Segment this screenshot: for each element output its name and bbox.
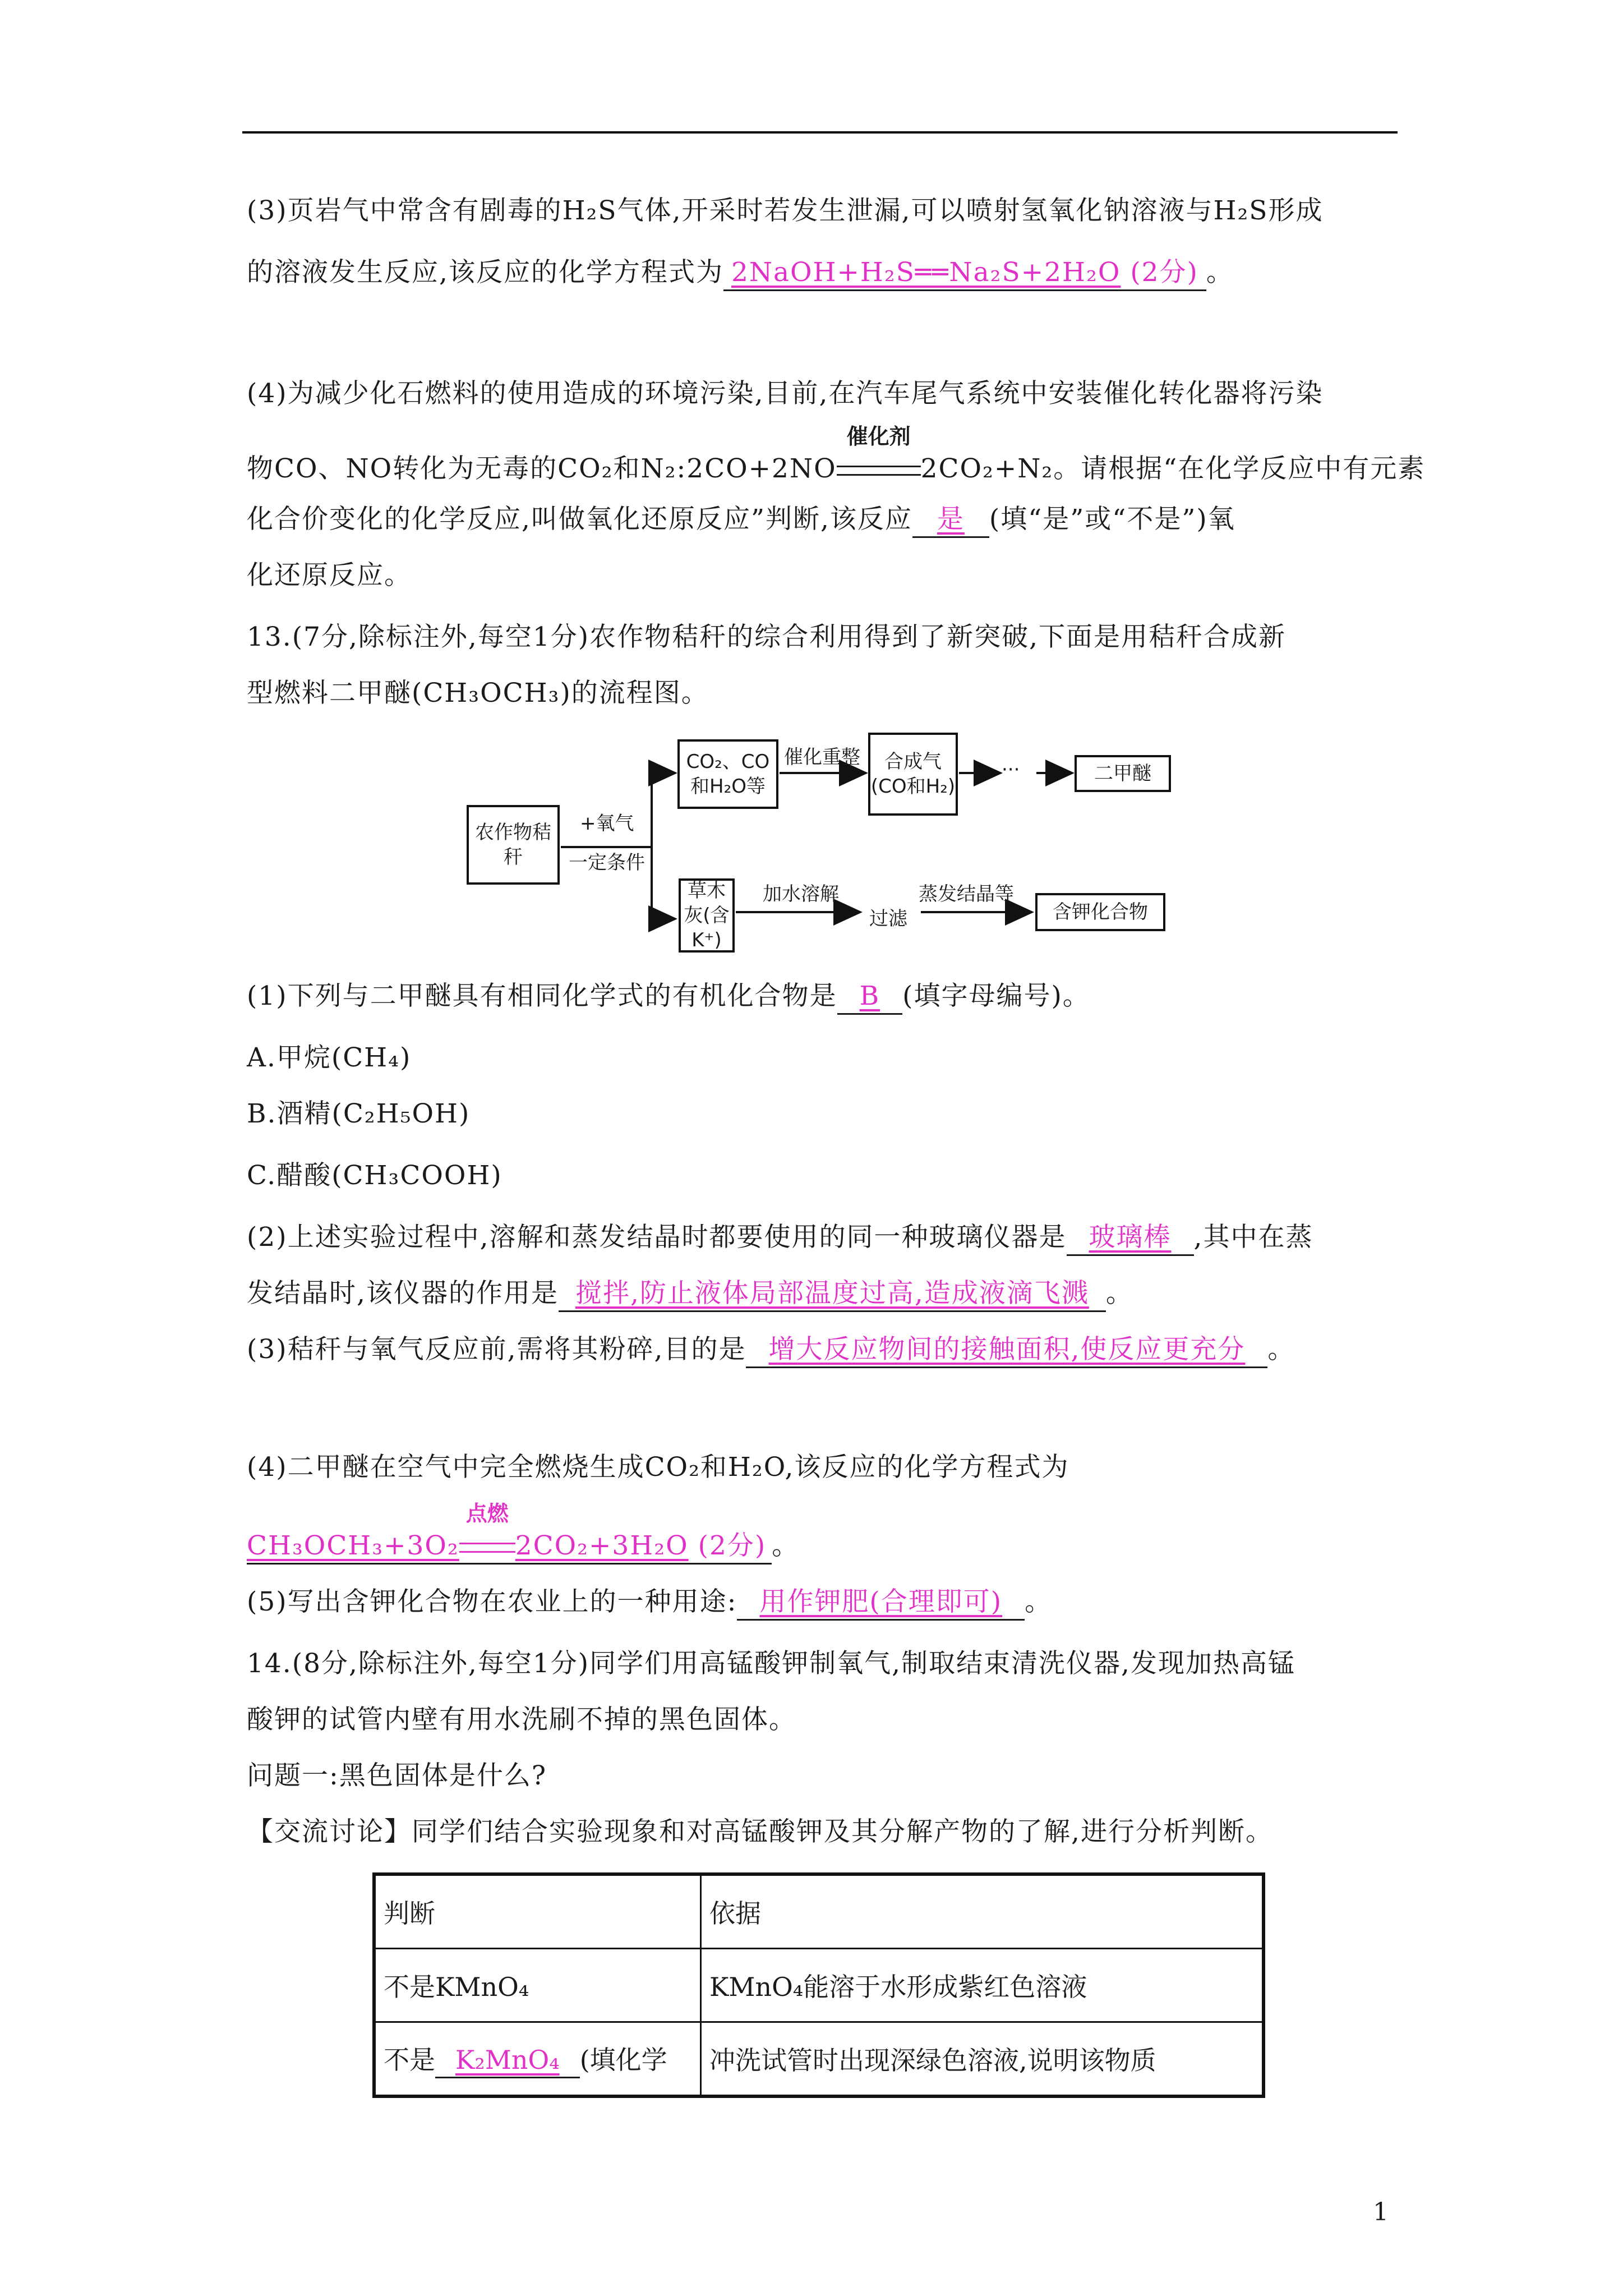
flow-box-straw: 农作物秸秆	[467, 805, 560, 885]
flow-label-oxygen: +氧气	[580, 812, 634, 835]
answer-blank[interactable]: 玻璃棒	[1067, 1221, 1194, 1256]
q13-part1: (1)下列与二甲醚具有相同化学式的有机化合物是 B (填字母编号)。	[247, 979, 1402, 1015]
q12-part4-line4: 化还原反应。	[247, 560, 412, 591]
q13-intro-line2: 型燃料二甲醚(CH₃OCH₃)的流程图。	[247, 678, 709, 708]
reaction-condition: 点燃	[459, 1529, 515, 1563]
q13-part5: (5)写出含钾化合物在农业上的一种用途: 用作钾肥(合理即可) 。	[247, 1585, 1402, 1621]
reaction-condition: 催化剂	[837, 452, 921, 486]
q12-part4-line2: 物CO、NO转化为无毒的CO₂和N₂:2CO+2NO 催化剂 2CO₂+N₂。请根据“在化学反应中有元素	[247, 452, 1402, 486]
q13-part4-line1: (4)二甲醚在空气中完全燃烧生成CO₂和H₂O,该反应的化学方程式为	[247, 1452, 1069, 1483]
q13-part3: (3)秸秆与氧气反应前,需将其粉碎,目的是 增大反应物间的接触面积,使反应更充分 。	[247, 1333, 1402, 1368]
table-cell: 不是KMnO₄	[374, 1949, 701, 2022]
page-number: 1	[1373, 2198, 1389, 2226]
answer-blank[interactable]: 用作钾肥(合理即可)	[737, 1585, 1025, 1621]
table-header-cell: 判断	[374, 1874, 701, 1949]
q13-part2-line1: (2)上述实验过程中,溶解和蒸发结晶时都要使用的同一种玻璃仪器是 玻璃棒 ,其中在蒸	[247, 1221, 1402, 1256]
q13-intro-line1: 13.(7分,除标注外,每空1分)农作物秸秆的综合利用得到了新突破,下面是用秸秆合成新	[247, 622, 1287, 652]
option-b: B.酒精(C₂H₅OH)	[247, 1098, 471, 1129]
table-row	[374, 1874, 1264, 1949]
judgement-table	[372, 1872, 1265, 2098]
q13-part2-line2: 发结晶时,该仪器的作用是 搅拌,防止液体局部温度过高,造成液滴飞溅 。	[247, 1277, 1402, 1312]
table-header-cell: 依据	[701, 1874, 1264, 1949]
flow-box-syngas: 合成气(CO和H₂)	[868, 733, 958, 816]
q14-question1: 问题一:黑色固体是什么?	[247, 1760, 547, 1791]
flow-label-filter: 过滤	[869, 908, 907, 930]
flowchart-lines	[0, 0, 1623, 982]
table-cell: 冲洗试管时出现深绿色溶液,说明该物质	[701, 2022, 1264, 2097]
q12-part4-line3: 化合价变化的化学反应,叫做氧化还原反应”判断,该反应 是 (填“是”或“不是”)氧	[247, 503, 1402, 538]
answer-blank[interactable]: CH₃OCH₃+3O₂ 点燃 2CO₂+3H₂O (2分)	[247, 1529, 772, 1565]
q14-discussion: 【交流讨论】同学们结合实验现象和对高锰酸钾及其分解产物的了解,进行分析判断。	[247, 1816, 1273, 1847]
table-cell: 不是 K₂MnO₄ (填化学	[374, 2022, 701, 2097]
flow-box-potassium: 含钾化合物	[1035, 893, 1165, 931]
answer-blank[interactable]: B	[837, 979, 903, 1015]
answer-blank[interactable]: K₂MnO₄	[435, 2043, 580, 2078]
answer-blank[interactable]: 是	[912, 503, 989, 538]
flow-label-dissolve: 加水溶解	[763, 883, 839, 905]
flow-box-dme: 二甲醚	[1075, 755, 1171, 792]
answer-blank[interactable]: 增大反应物间的接触面积,使反应更充分	[746, 1333, 1267, 1368]
q14-intro-line1: 14.(8分,除标注外,每空1分)同学们用高锰酸钾制氧气,制取结束清洗仪器,发现加热高锰	[247, 1648, 1295, 1679]
flow-dots: ···	[1002, 758, 1020, 781]
table-row	[374, 1949, 1264, 2022]
q14-intro-line2: 酸钾的试管内壁有用水洗刷不掉的黑色固体。	[247, 1704, 796, 1735]
q13-part4-equation: CH₃OCH₃+3O₂ 点燃 2CO₂+3H₂O (2分) 。	[247, 1529, 1402, 1565]
flow-box-gases: CO₂、CO和H₂O等	[677, 739, 778, 809]
answer-blank[interactable]: 2NaOH+H₂S══Na₂S+2H₂O (2分)	[723, 256, 1206, 291]
answer-text: 2NaOH+H₂S══Na₂S+2H₂O	[731, 257, 1121, 288]
option-c: C.醋酸(CH₃COOH)	[247, 1160, 502, 1191]
answer-blank[interactable]: 搅拌,防止液体局部温度过高,造成液滴飞溅	[559, 1277, 1106, 1312]
q12-part4-line1: (4)为减少化石燃料的使用造成的环境污染,目前,在汽车尾气系统中安装催化转化器将污染	[247, 378, 1324, 409]
flow-label-evaporate: 蒸发结晶等	[919, 883, 1014, 905]
q12-part3-line1: (3)页岩气中常含有剧毒的H₂S气体,开采时若发生泄漏,可以喷射氢氧化钠溶液与H₂S形成	[247, 195, 1324, 226]
flow-box-ash: 草木灰(含K⁺)	[679, 878, 735, 953]
q12-part3-line2: 的溶液发生反应,该反应的化学方程式为 2NaOH+H₂S══Na₂S+2H₂O (2分) 。	[247, 256, 1402, 291]
option-a: A.甲烷(CH₄)	[247, 1042, 412, 1073]
table-cell: KMnO₄能溶于水形成紫红色溶液	[701, 1949, 1264, 2022]
flow-label-condition: 一定条件	[569, 852, 645, 874]
flow-label-reforming: 催化重整	[784, 746, 860, 769]
table-row	[374, 2022, 1264, 2097]
